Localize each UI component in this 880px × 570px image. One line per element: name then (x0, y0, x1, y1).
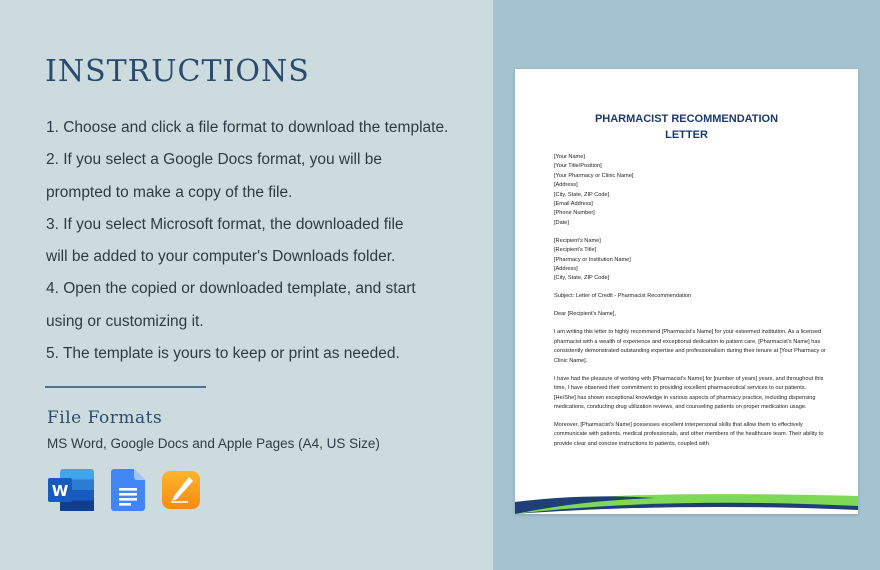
instruction-line: will be added to your computer's Downloads folder. (46, 248, 396, 266)
instructions-list (46, 112, 486, 370)
instruction-line: 3. If you select Microsoft format, the downloaded file (46, 215, 404, 233)
instruction-line: using or customizing it. (46, 312, 204, 330)
instruction-line: 4. Open the copied or downloaded template, and start (46, 280, 416, 298)
letter-preview[interactable] (515, 69, 858, 514)
instruction-line: 1. Choose and click a file format to download the template. (46, 119, 449, 136)
apple-pages-icon[interactable] (162, 469, 200, 516)
letter-subject: Subject: Letter of Credit - Pharmacist Recommendation (554, 293, 692, 300)
letter-paragraph: I am writing this letter to highly recommend [Pharmacist's Name] for your esteemed institution. As a licensed pharmacist with a wealth of experience and exceptional dedication to patient care, [Pharmacist's Name] has consistently demonstrated outstanding expertise and professionalism during their tenure at [Your Pharmacy or Clinic Name]. (554, 329, 826, 364)
instruction-line: 5. The template is yours to keep or print as needed. (46, 345, 400, 363)
section-divider (45, 386, 206, 388)
recipient-block: [Recipient's Name] [Recipient's Title] [Pharmacy or Institution Name] [Address] [City, State, ZIP Code] (554, 237, 631, 282)
word-letter: W (51, 482, 69, 500)
letter-paragraph: Moreover, [Pharmacist's Name] possesses excellent interpersonal skills that allow them to effectively communicate with patients, medical professionals, and other members of the healthcare team. Their ability to provide clear and concise instructions to patients, coupled with (554, 421, 824, 447)
instruction-line: 2. If you select a Google Docs format, you will be (46, 151, 382, 169)
letter-paragraph: I have had the pleasure of working with [Pharmacist's Name] for [number of years] years, and throughout this time, I have observed their commitment to providing excellent pharmaceutical services to our patients. [He/She] has shown exceptional knowledge in various aspects of pharmacy practice, including dispensing medications, conducting drug utilization reviews, and counseling patients on proper medication usage. (554, 375, 824, 410)
file-formats-title: File Formats (47, 408, 163, 428)
letter-salutation: Dear [Recipient's Name], (554, 311, 617, 318)
instruction-line: prompted to make a copy of the file. (46, 183, 293, 201)
file-formats-subtitle: MS Word, Google Docs and Apple Pages (A4, US Size) (47, 436, 380, 451)
letter-body (554, 153, 826, 449)
sender-block: [Your Name] [Your Title/Position] [Your Pharmacy or Clinic Name] [Address] [City, State, ZIP Code] [Email Address] [Phone Number] [Date] (554, 154, 634, 226)
footer-wave (515, 492, 858, 514)
instructions-title: INSTRUCTIONS (45, 54, 310, 89)
ms-word-icon[interactable] (48, 469, 96, 516)
google-docs-icon[interactable] (111, 469, 145, 516)
letter-title: PHARMACIST RECOMMENDATION LETTER (594, 113, 779, 141)
